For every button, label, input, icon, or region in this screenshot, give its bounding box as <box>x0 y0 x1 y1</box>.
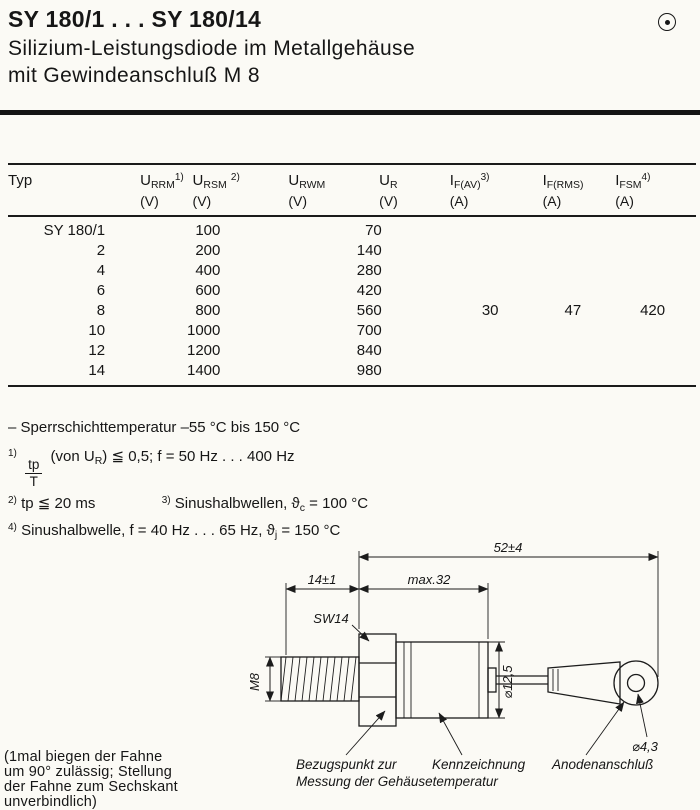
caption-leaders <box>346 702 624 755</box>
cell-urwm-ur: 140 <box>356 242 382 259</box>
cell-ifav <box>444 241 537 261</box>
cell-typ: 8 <box>96 302 106 319</box>
footnote-1: $^{1)}$ $\frac{tp}{T}$ (von $U_R$) ≦ 0,5; f = 50 Hz . . . 400 Hz <box>8 448 295 490</box>
cell-typ: 6 <box>96 282 106 299</box>
hole-diameter-label: ⌀4,3 <box>632 739 658 754</box>
cell-typ: SY 180/1 <box>43 222 106 239</box>
cell-ifav: 30 <box>481 302 499 319</box>
cell-ifsm <box>609 216 696 241</box>
cell-typ: 4 <box>96 262 106 279</box>
caption-reference-point-line1: Bezugspunkt zur <box>296 757 397 772</box>
dim-thread-size <box>247 657 281 701</box>
col-header-ifav: $I_{F(AV)}^{3)}$ (A) <box>444 164 537 216</box>
col-header-typ: Typ <box>8 164 134 216</box>
cell-urwm-ur: 70 <box>365 222 382 239</box>
page-subtitle-line2: mit Gewindeanschluß M 8 <box>8 64 260 87</box>
cell-ifrms <box>537 261 610 281</box>
cell-ifsm <box>609 281 696 301</box>
table-row <box>8 321 696 341</box>
col-header-ursm: $U_{RSM}$ $^{2)}$ (V) <box>187 164 283 216</box>
cell-urrm-ursm: 400 <box>195 262 221 279</box>
table-row <box>8 281 696 301</box>
dim-body-length <box>359 572 488 639</box>
wrench-size-callout <box>313 611 369 641</box>
footnote-2-3: $^{2)}$ tp ≦ 20 ms $^{3)}$ Sinushalbwellen, $ϑ_c = 100$ °C <box>8 495 369 514</box>
thread-size-label: M8 <box>247 672 262 692</box>
cell-ifsm: 420 <box>640 302 666 319</box>
cell-ifrms <box>537 241 610 261</box>
cell-typ: 10 <box>88 322 106 339</box>
table-row <box>8 361 696 386</box>
cell-ifav <box>444 321 537 341</box>
flag-bending-remark: (1mal biegen der Fahne um 90° zulässig; Stellung der Fahne zum Sechskant unverbindlich) <box>4 749 178 810</box>
caption-reference-point-line2: Messung der Gehäusetemperatur <box>296 774 498 789</box>
cell-ifrms <box>537 321 610 341</box>
cell-ifav <box>444 216 537 241</box>
caption-marking: Kennzeichnung <box>432 757 526 772</box>
table-row <box>8 241 696 261</box>
col-header-ifrms: $I_{F(RMS)}$ (A) <box>537 164 610 216</box>
caption-anode-terminal: Anodenanschluß <box>552 757 654 772</box>
table-row <box>8 216 696 241</box>
body-diameter-label: ⌀12,5 <box>500 665 515 699</box>
device-body <box>396 642 496 718</box>
cell-ifav <box>444 261 537 281</box>
cell-ifrms <box>537 281 610 301</box>
cell-urrm-ursm: 200 <box>195 242 221 259</box>
circle-dot-icon <box>658 13 676 31</box>
footnote-4-marker: 4) <box>8 522 17 533</box>
col-header-ifsm: $I_{FSM}^{4)}$ (A) <box>609 164 696 216</box>
cell-urwm-ur: 560 <box>356 302 382 319</box>
cell-urwm-ur: 420 <box>356 282 382 299</box>
note-junction-temperature: – Sperrschichttemperatur –55 °C bis 150 °C <box>8 419 301 436</box>
page-title: SY 180/1 . . . SY 180/14 <box>8 6 262 32</box>
cell-ifsm <box>609 341 696 361</box>
table-row <box>8 341 696 361</box>
cell-typ: 12 <box>88 342 106 359</box>
cell-urrm-ursm: 600 <box>195 282 221 299</box>
cell-ifrms <box>537 216 610 241</box>
cell-typ: 14 <box>88 362 106 379</box>
hex-flange <box>359 634 396 726</box>
table-header-row <box>8 164 696 216</box>
footnote-2-marker: 2) <box>8 495 17 506</box>
cell-ifrms: 47 <box>564 302 582 319</box>
table-row <box>8 261 696 281</box>
tp-over-t-fraction: $\frac{tp}{T}$ <box>25 458 42 489</box>
cell-ifsm <box>609 321 696 341</box>
col-header-urwm: $U_{RWM}$ (V) <box>282 164 373 216</box>
table-row <box>8 301 696 321</box>
col-header-urrm: $U_{RRM}^{1)}$ (V) <box>134 164 186 216</box>
header-divider <box>0 110 700 115</box>
cell-ifsm <box>609 241 696 261</box>
cell-ifsm <box>609 361 696 386</box>
dim-thread-label: 14±1 <box>307 572 337 587</box>
cell-ifsm <box>609 261 696 281</box>
package-outline-drawing <box>236 541 696 807</box>
cell-typ: 2 <box>96 242 106 259</box>
ratings-table <box>8 163 696 387</box>
cell-urrm-ursm: 1000 <box>187 322 221 339</box>
threaded-stud <box>281 657 359 701</box>
cell-ifrms <box>537 361 610 386</box>
footnote-3-marker: 3) <box>161 495 171 506</box>
cell-urrm-ursm: 800 <box>195 302 221 319</box>
footnote-4: $^{4)}$ Sinushalbwelle, f = 40 Hz . . . 65 Hz, $ϑ_j = 150$ °C <box>8 522 341 541</box>
cell-ifav <box>444 361 537 386</box>
cell-urrm-ursm: 1200 <box>187 342 221 359</box>
col-header-ur: $U_R$ (V) <box>373 164 444 216</box>
dim-body-label: max.32 <box>407 572 451 587</box>
cell-urwm-ur: 280 <box>356 262 382 279</box>
page-subtitle-line1: Silizium-Leistungsdiode im Metallgehäuse <box>8 37 416 60</box>
dim-body-diameter <box>488 642 515 718</box>
cell-urwm-ur: 700 <box>356 322 382 339</box>
anode-lead-and-flag <box>496 661 658 705</box>
cell-urwm-ur: 980 <box>356 362 382 379</box>
cell-ifrms <box>537 341 610 361</box>
cell-ifav <box>444 341 537 361</box>
cell-urrm-ursm: 1400 <box>187 362 221 379</box>
cell-ifav <box>444 281 537 301</box>
footnote-1-marker: 1) <box>8 448 17 459</box>
dim-overall-label: 52±4 <box>493 541 523 555</box>
cell-urwm-ur: 840 <box>356 342 382 359</box>
wrench-size-label: SW14 <box>313 611 349 626</box>
cell-urrm-ursm: 100 <box>195 222 221 239</box>
